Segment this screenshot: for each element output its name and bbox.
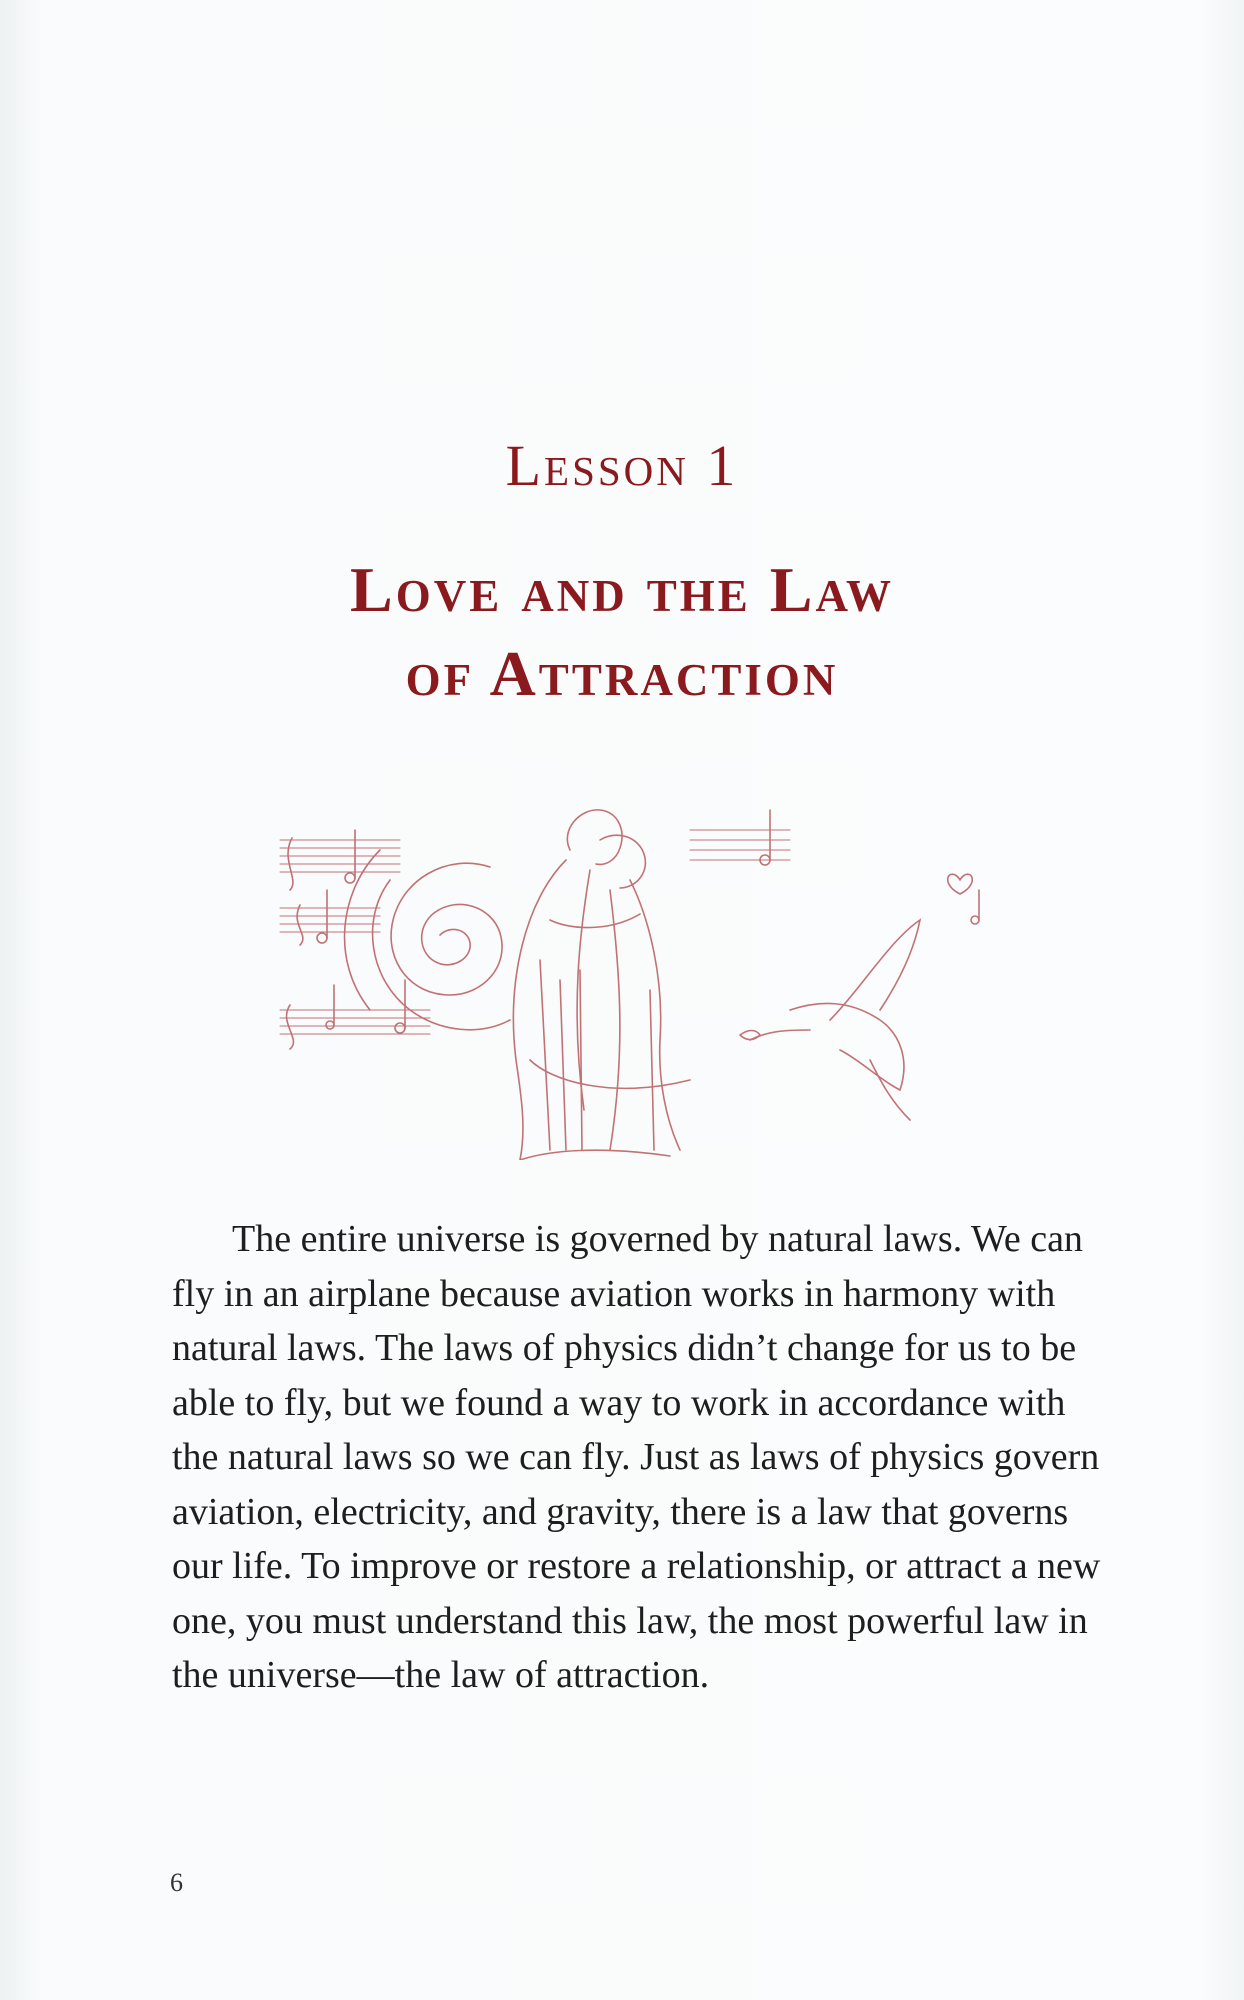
chapter-title: [0, 548, 1244, 716]
lesson-number: Lesson 1: [505, 433, 739, 498]
dove-icon: [740, 920, 920, 1120]
body-paragraph: The entire universe is governed by natural laws. We can fly in an airplane because aviation works in harmony with natural laws. The laws of physics didn’t change for us to be able to fly, but we found a way to work in accordance with the natural laws so we can fly. Just as laws of physics govern aviation, electricity, and gravity, there is a law that governs our life. To improve or restore a relationship, or attract a new one, you must understand this law, the most powerful law in the universe—the law of attraction.: [172, 1218, 1101, 1696]
spiral-icon: [345, 850, 510, 1030]
music-staff-icon: [280, 830, 430, 1049]
page-number: 6: [170, 1868, 183, 1897]
couple-illustration: [270, 760, 990, 1160]
chapter-title-line-1: Love and the Law: [350, 554, 894, 625]
embracing-couple-icon: [513, 810, 690, 1160]
music-notes-icon: [690, 810, 979, 924]
chapter-title-line-2: of Attraction: [405, 638, 839, 709]
